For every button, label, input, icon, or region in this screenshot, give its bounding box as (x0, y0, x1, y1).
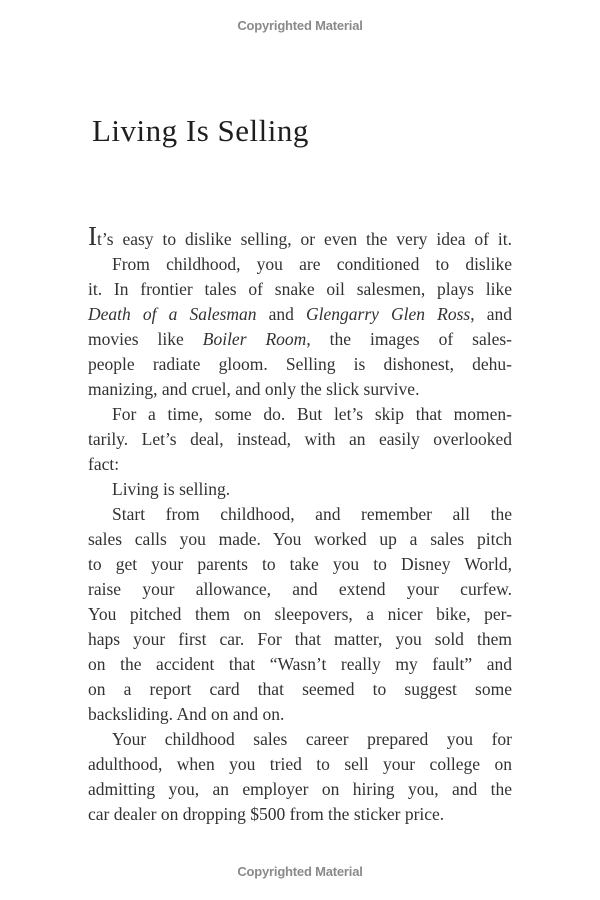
chapter-title: Living Is Selling (92, 113, 309, 148)
italic-title-text: Boiler Room (202, 329, 307, 349)
text-line (88, 452, 512, 477)
text-line (88, 377, 512, 402)
text-segment: t’s easy to dislike selling, or even the very idea of it. (97, 229, 512, 249)
text-line (88, 277, 512, 302)
text-line (88, 727, 512, 752)
text-line (88, 752, 512, 777)
text-segment: fact: (88, 454, 120, 474)
text-line (88, 602, 512, 627)
italic-title-text: Glengarry Glen Ross (306, 304, 471, 324)
text-line (88, 552, 512, 577)
text-segment: haps your first car. For that matter, you sold them (88, 629, 512, 649)
text-segment: , the images of sales- (306, 329, 513, 349)
text-line (88, 352, 512, 377)
text-segment: Start from childhood, and remember all the (112, 504, 512, 524)
text-segment: manizing, and cruel, and only the slick survive. (88, 379, 420, 399)
text-line (88, 302, 512, 327)
text-segment: Your childhood sales career prepared you for (112, 729, 512, 749)
text-line (88, 702, 512, 727)
text-line (88, 427, 512, 452)
text-line (88, 477, 512, 502)
text-line (88, 402, 512, 427)
text-line (88, 677, 512, 702)
text-segment: admitting you, an employer on hiring you, and the (88, 779, 512, 799)
text-segment: and (256, 304, 307, 324)
text-segment: adulthood, when you tried to sell your college on (88, 754, 512, 774)
text-segment: tarily. Let’s deal, instead, with an easily overlooked (88, 429, 512, 449)
text-line (88, 527, 512, 552)
text-line (88, 652, 512, 677)
text-segment: it. In frontier tales of snake oil salesmen, plays like (88, 279, 512, 299)
text-line (88, 502, 512, 527)
text-line (88, 577, 512, 602)
text-segment: on a report card that seemed to suggest some (88, 679, 512, 699)
copyright-notice-top: Copyrighted Material (237, 18, 363, 33)
text-segment: backsliding. And on and on. (88, 704, 285, 724)
text-segment: For a time, some do. But let’s skip that momen- (112, 404, 512, 424)
text-line (88, 802, 512, 827)
italic-title-text: Death of a Salesman (88, 304, 257, 324)
text-line (88, 627, 512, 652)
text-line (88, 777, 512, 802)
text-segment: car dealer on dropping $500 from the sticker price. (88, 804, 445, 824)
text-segment: sales calls you made. You worked up a sales pitch (88, 529, 512, 549)
body-text (88, 221, 513, 827)
text-segment: , and (470, 304, 512, 324)
text-line (88, 221, 512, 252)
raised-initial-cap: I (88, 221, 97, 251)
text-segment: on the accident that “Wasn’t really my fault” and (88, 654, 512, 674)
text-segment: From childhood, you are conditioned to dislike (112, 254, 512, 274)
text-segment: raise your allowance, and extend your curfew. (88, 579, 512, 599)
copyright-notice-bottom: Copyrighted Material (237, 864, 363, 879)
text-segment: Living is selling. (112, 479, 231, 499)
text-segment: movies like (88, 329, 203, 349)
text-segment: people radiate gloom. Selling is dishonest, dehu- (88, 354, 512, 374)
text-segment: You pitched them on sleepovers, a nicer bike, per- (88, 604, 512, 624)
text-line (88, 327, 512, 352)
text-line (88, 252, 512, 277)
text-segment: to get your parents to take you to Disney World, (88, 554, 512, 574)
